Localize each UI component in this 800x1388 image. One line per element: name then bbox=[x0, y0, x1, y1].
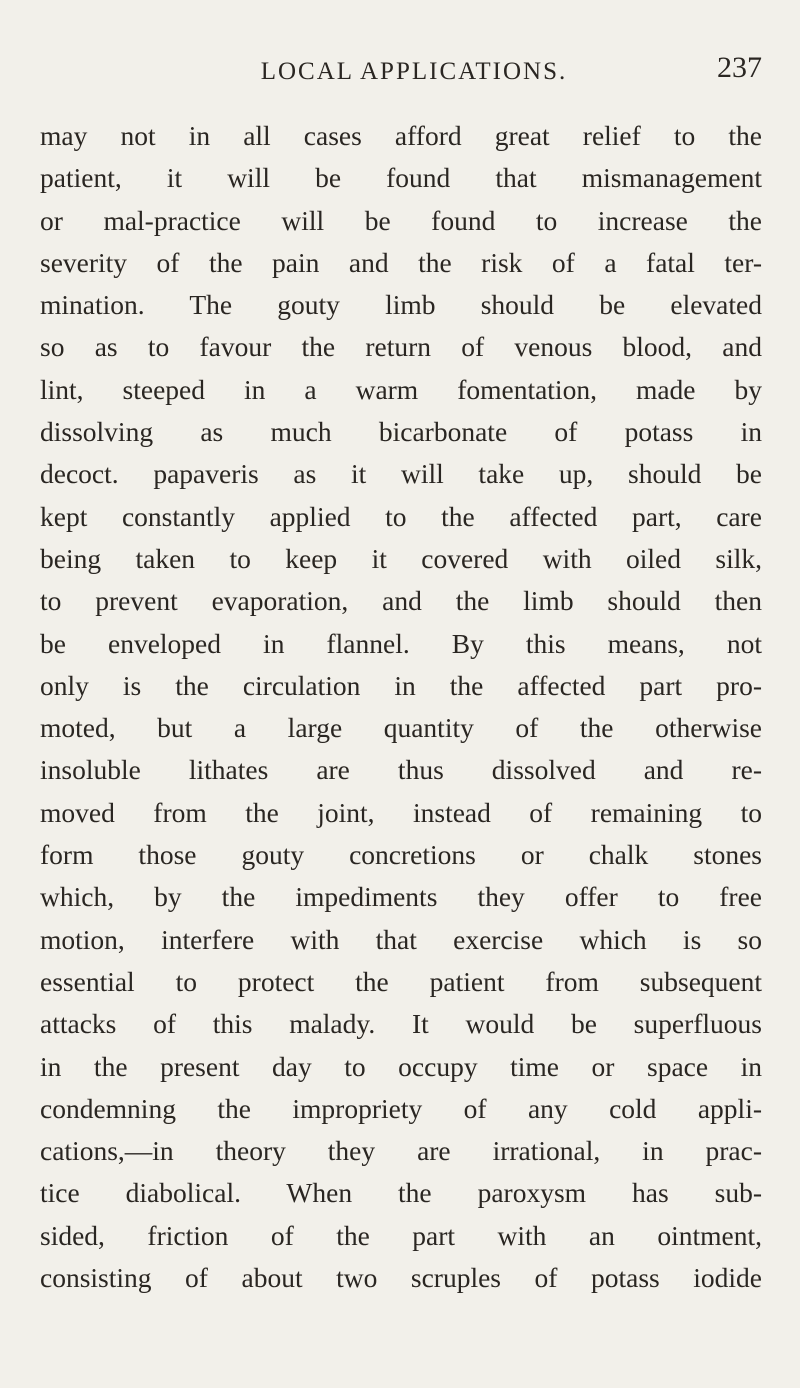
text-line: mination. The gouty limb should be elevated bbox=[40, 289, 762, 321]
text-line: essential to protect the patient from subsequent bbox=[40, 965, 762, 997]
text-line: sided, friction of the part with an ointment, bbox=[40, 1219, 762, 1251]
text-line: lint, steeped in a warm fomentation, made by bbox=[40, 373, 762, 405]
text-line: patient, it will be found that mismanagement bbox=[40, 162, 762, 194]
text-line: condemning the impropriety of any cold appli- bbox=[40, 1092, 762, 1124]
page-number: 237 bbox=[717, 51, 762, 84]
body-text bbox=[40, 115, 762, 1299]
text-line: insoluble lithates are thus dissolved and re- bbox=[40, 754, 762, 786]
text-line: moted, but a large quantity of the otherwise bbox=[40, 712, 762, 744]
text-line: dissolving as much bicarbonate of potass in bbox=[40, 416, 762, 448]
text-line: tice diabolical. When the paroxysm has sub- bbox=[40, 1177, 762, 1209]
text-line: motion, interfere with that exercise which is so bbox=[40, 923, 762, 955]
text-line: which, by the impediments they offer to free bbox=[40, 881, 762, 913]
text-line: moved from the joint, instead of remaining to bbox=[40, 796, 762, 828]
text-line: severity of the pain and the risk of a fatal ter- bbox=[40, 246, 762, 278]
text-line: to prevent evaporation, and the limb should then bbox=[40, 585, 762, 617]
text-line: being taken to keep it covered with oiled silk, bbox=[40, 542, 762, 574]
text-line: so as to favour the return of venous blood, and bbox=[40, 331, 762, 363]
text-line: consisting of about two scruples of potass iodide bbox=[40, 1262, 762, 1294]
running-title: LOCAL APPLICATIONS. bbox=[260, 58, 568, 85]
text-line: decoct. papaveris as it will take up, should be bbox=[40, 458, 762, 490]
text-line: kept constantly applied to the affected part, care bbox=[40, 500, 762, 532]
text-line: attacks of this malady. It would be superfluous bbox=[40, 1008, 762, 1040]
text-line: be enveloped in flannel. By this means, not bbox=[40, 627, 762, 659]
text-line: cations,—in theory they are irrational, in prac- bbox=[40, 1135, 762, 1167]
text-line: form those gouty concretions or chalk stones bbox=[40, 839, 762, 871]
text-line: in the present day to occupy time or space in bbox=[40, 1050, 762, 1082]
text-line: may not in all cases afford great relief to the bbox=[40, 120, 762, 151]
text-line: only is the circulation in the affected part pro- bbox=[40, 669, 762, 701]
running-head bbox=[0, 51, 800, 96]
text-line: or mal-practice will be found to increase the bbox=[40, 204, 762, 236]
